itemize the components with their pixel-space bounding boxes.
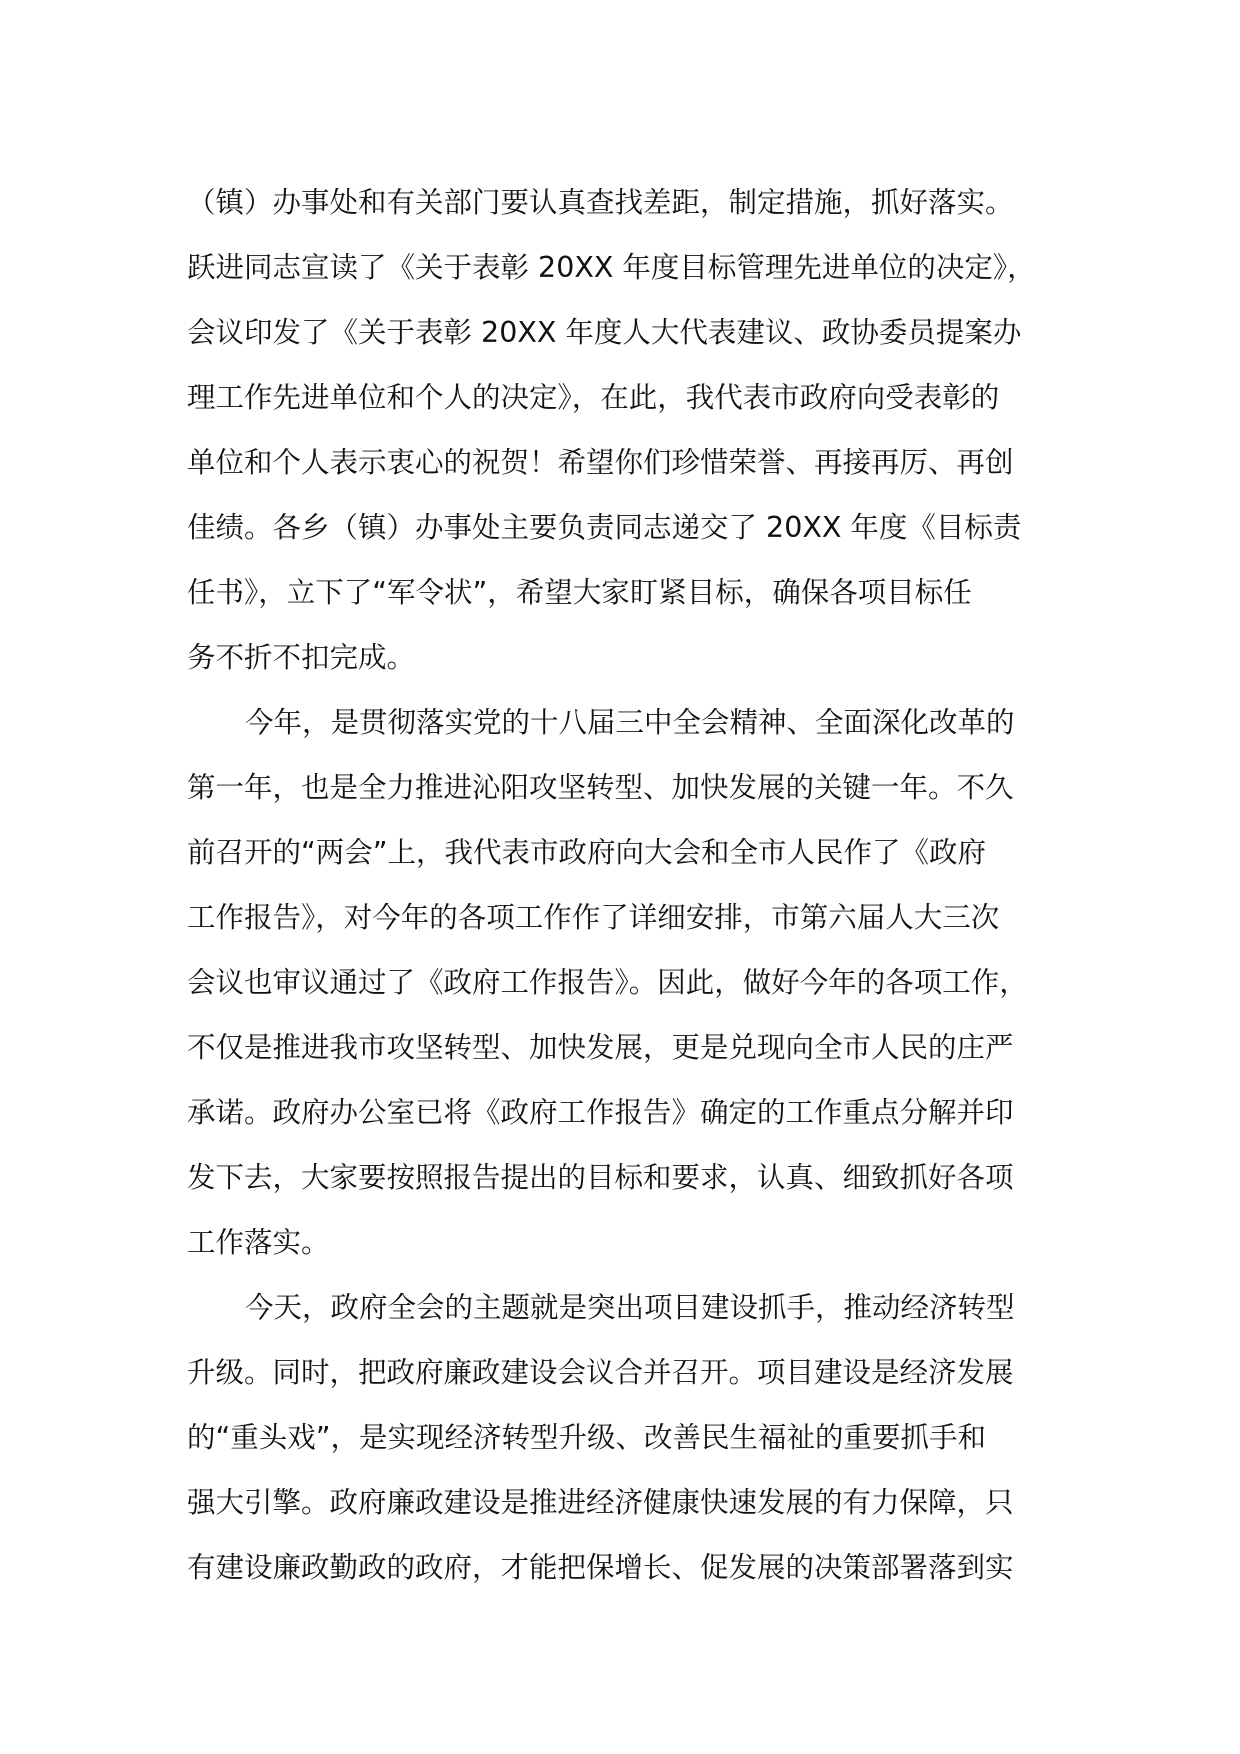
text-line: 有建设廉政勤政的政府，才能把保增长、促发展的决策部署落到实 <box>187 1551 1014 1584</box>
text-line: 任书》，立下了“军令状”，希望大家盯紧目标，确保各项目标任 <box>187 576 972 609</box>
text-line: 会议也审议通过了《政府工作报告》。因此，做好今年的各项工作， <box>187 966 1028 999</box>
text-line: 务不折不扣完成。 <box>187 641 416 674</box>
text-line: 前召开的“两会”上，我代表市政府向大会和全市人民作了《政府 <box>187 836 987 869</box>
text-line: 强大引擎。政府廉政建设是推进经济健康快速发展的有力保障，只 <box>187 1486 1014 1519</box>
paragraph-first-line: 今年，是贯彻落实党的十八届三中全会精神、全面深化改革的 <box>245 706 1015 739</box>
text-line: 的“重头戏”，是实现经济转型升级、改善民生福祉的重要抓手和 <box>187 1421 987 1454</box>
text-line: 发下去，大家要按照报告提出的目标和要求，认真、细致抓好各项 <box>187 1161 1014 1194</box>
text-line: 跃进同志宣读了《关于表彰 20XX 年度目标管理先进单位的决定》， <box>187 251 1036 284</box>
text-line: 工作落实。 <box>187 1226 330 1259</box>
text-line: 工作报告》，对今年的各项工作作了详细安排，市第六届人大三次 <box>187 901 1000 934</box>
text-line: 升级。同时，把政府廉政建设会议合并召开。项目建设是经济发展 <box>187 1356 1014 1389</box>
text-line: 第一年，也是全力推进沁阳攻坚转型、加快发展的关键一年。不久 <box>187 771 1014 804</box>
text-line: （镇）办事处和有关部门要认真查找差距，制定措施，抓好落实。 <box>187 186 1014 219</box>
text-line: 佳绩。各乡（镇）办事处主要负责同志递交了 20XX 年度《目标责 <box>187 511 1022 544</box>
text-line: 会议印发了《关于表彰 20XX 年度人大代表建议、政协委员提案办 <box>187 316 1022 349</box>
text-line: 承诺。政府办公室已将《政府工作报告》确定的工作重点分解并印 <box>187 1096 1014 1129</box>
body-text <box>187 170 1077 1600</box>
text-line: 不仅是推进我市攻坚转型、加快发展，更是兑现向全市人民的庄严 <box>187 1031 1014 1064</box>
text-line: 理工作先进单位和个人的决定》，在此，我代表市政府向受表彰的 <box>187 381 1000 414</box>
text-line: 单位和个人表示衷心的祝贺！希望你们珍惜荣誉、再接再厉、再创 <box>187 446 1014 479</box>
paragraph-first-line: 今天，政府全会的主题就是突出项目建设抓手，推动经济转型 <box>245 1291 1015 1324</box>
